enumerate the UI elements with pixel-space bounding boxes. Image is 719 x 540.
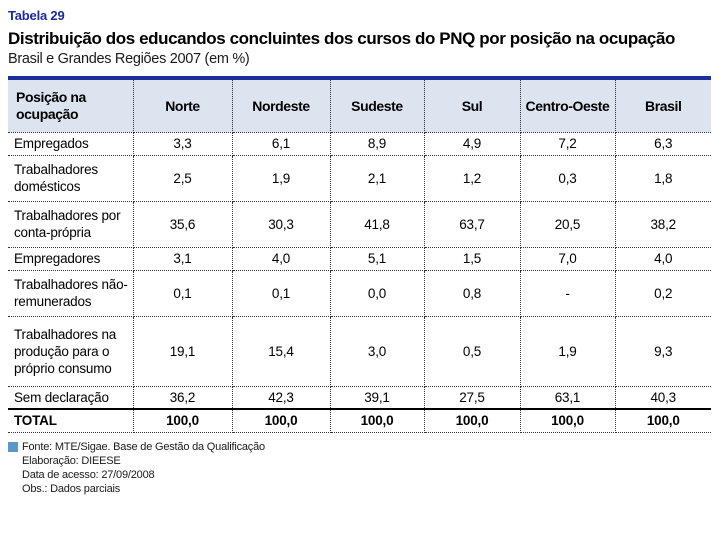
source-line xyxy=(8,440,711,454)
table-cell: 63,1 xyxy=(520,386,615,409)
total-cell: 100,0 xyxy=(232,409,330,432)
column-header-brasil: Brasil xyxy=(615,80,711,132)
table-number-label: Tabela 29 xyxy=(8,8,65,23)
table-cell: 1,8 xyxy=(615,155,711,201)
table-row xyxy=(8,270,711,316)
table-cell: 3,3 xyxy=(133,132,232,155)
source-text: Fonte: MTE/Sigae. Base de Gestão da Qualificação xyxy=(22,440,265,453)
table-cell: 5,1 xyxy=(330,247,424,270)
table-cell: 41,8 xyxy=(330,201,424,247)
table-row xyxy=(8,155,711,201)
row-label: Trabalhadores por conta-própria xyxy=(8,201,133,247)
table-row xyxy=(8,316,711,386)
table-cell: 1,2 xyxy=(424,155,520,201)
table-cell: 38,2 xyxy=(615,201,711,247)
total-cell: 100,0 xyxy=(424,409,520,432)
table-cell: - xyxy=(520,270,615,316)
row-label: Empregadores xyxy=(8,247,133,270)
table-cell: 0,5 xyxy=(424,316,520,386)
total-cell: 100,0 xyxy=(330,409,424,432)
table-cell: 3,0 xyxy=(330,316,424,386)
total-cell: 100,0 xyxy=(520,409,615,432)
table-cell: 35,6 xyxy=(133,201,232,247)
table-cell: 30,3 xyxy=(232,201,330,247)
table-row xyxy=(8,201,711,247)
table-cell: 40,3 xyxy=(615,386,711,409)
total-row xyxy=(8,409,711,432)
page-title: Distribuição dos educandos concluintes dos cursos do PNQ por posição na ocupação xyxy=(8,29,676,48)
total-label: TOTAL xyxy=(8,409,133,432)
table-cell: 1,5 xyxy=(424,247,520,270)
column-header-norte: Norte xyxy=(133,80,232,132)
column-header-sul: Sul xyxy=(424,80,520,132)
table-row xyxy=(8,386,711,409)
table-cell: 42,3 xyxy=(232,386,330,409)
table-cell: 4,0 xyxy=(232,247,330,270)
total-cell: 100,0 xyxy=(133,409,232,432)
table-cell: 39,1 xyxy=(330,386,424,409)
note-text: Obs.: Dados parciais xyxy=(22,482,121,495)
table-cell: 0,1 xyxy=(232,270,330,316)
column-header-centro-oeste: Centro-Oeste xyxy=(520,80,615,132)
table-cell: 0,3 xyxy=(520,155,615,201)
table-cell: 6,1 xyxy=(232,132,330,155)
table-cell: 1,9 xyxy=(520,316,615,386)
row-label: Sem declaração xyxy=(8,386,133,409)
table-cell: 7,2 xyxy=(520,132,615,155)
total-cell: 100,0 xyxy=(615,409,711,432)
table-cell: 19,1 xyxy=(133,316,232,386)
table-cell: 2,1 xyxy=(330,155,424,201)
table-cell: 20,5 xyxy=(520,201,615,247)
table-cell: 63,7 xyxy=(424,201,520,247)
table-cell: 7,0 xyxy=(520,247,615,270)
table-footer xyxy=(8,440,711,496)
row-label: Trabalhadores não-remunerados xyxy=(8,270,133,316)
table-cell: 0,1 xyxy=(133,270,232,316)
row-label: Empregados xyxy=(8,132,133,155)
row-header-cell: Posição na ocupação xyxy=(8,80,133,132)
table-cell: 2,5 xyxy=(133,155,232,201)
access-date-text: Data de acesso: 27/09/2008 xyxy=(22,468,155,481)
table-cell: 36,2 xyxy=(133,386,232,409)
table-cell: 8,9 xyxy=(330,132,424,155)
table-cell: 27,5 xyxy=(424,386,520,409)
table-cell: 15,4 xyxy=(232,316,330,386)
table-cell: 4,9 xyxy=(424,132,520,155)
page-subtitle: Brasil e Grandes Regiões 2007 (em %) xyxy=(8,51,250,67)
table-cell: 4,0 xyxy=(615,247,711,270)
table-cell: 9,3 xyxy=(615,316,711,386)
row-label: Trabalhadores na produção para o próprio consumo xyxy=(8,316,133,386)
table-header-row xyxy=(8,80,711,132)
table-row xyxy=(8,247,711,270)
table-cell: 0,0 xyxy=(330,270,424,316)
source-bullet-icon xyxy=(8,442,18,452)
table-cell: 0,8 xyxy=(424,270,520,316)
column-header-nordeste: Nordeste xyxy=(232,80,330,132)
table-row xyxy=(8,132,711,155)
table-cell: 1,9 xyxy=(232,155,330,201)
row-label: Trabalhadores domésticos xyxy=(8,155,133,201)
column-header-sudeste: Sudeste xyxy=(330,80,424,132)
elaboration-text: Elaboração: DIEESE xyxy=(22,454,121,467)
table-cell: 0,2 xyxy=(615,270,711,316)
table-cell: 6,3 xyxy=(615,132,711,155)
table-cell: 3,1 xyxy=(133,247,232,270)
data-table xyxy=(8,80,711,433)
